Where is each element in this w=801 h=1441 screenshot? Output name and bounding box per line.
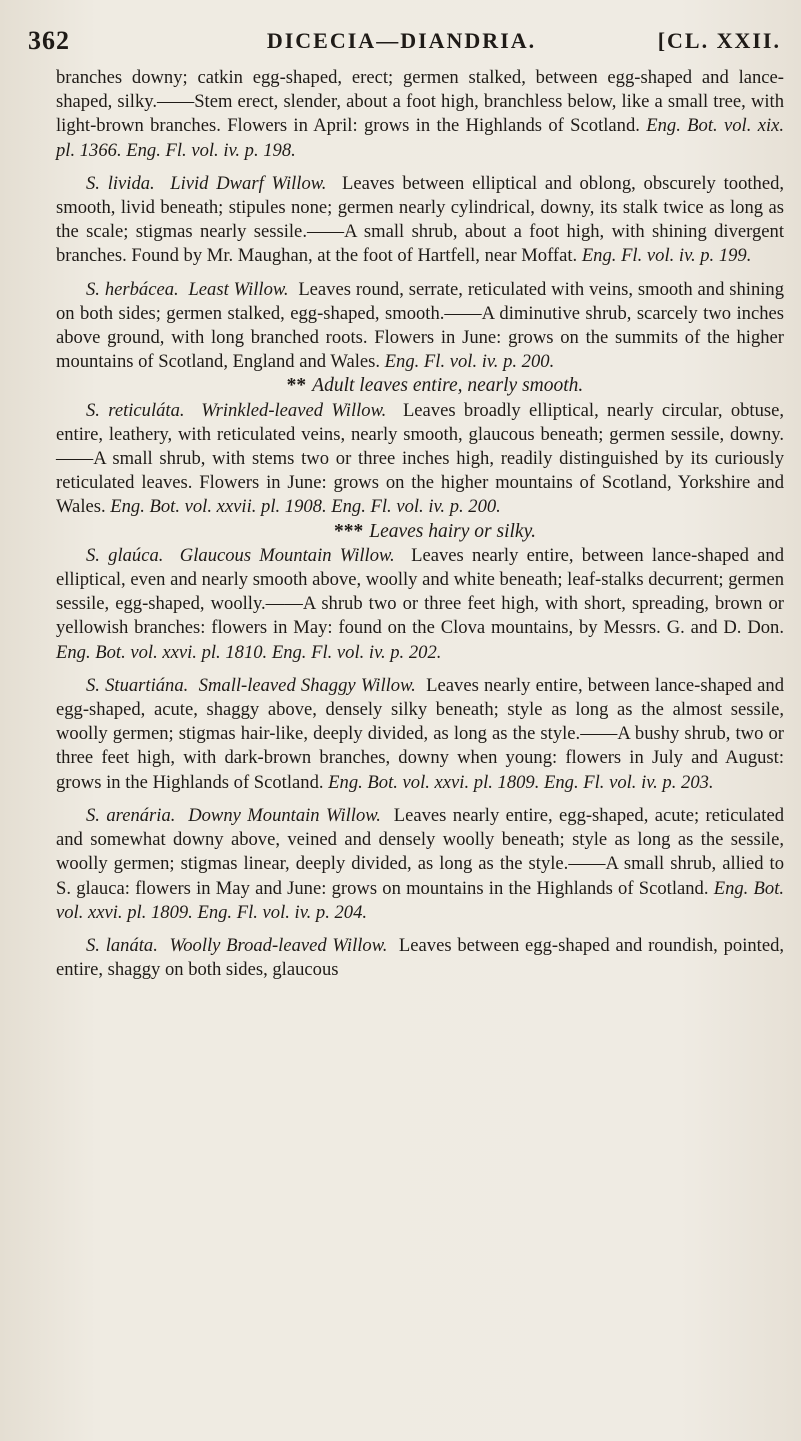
continuation-paragraph bbox=[56, 66, 784, 163]
species-entry-herbacea bbox=[56, 278, 784, 375]
chapter-reference: [CL. XXII. bbox=[657, 28, 781, 53]
species-common-name: Woolly Broad-leaved Willow. bbox=[169, 934, 388, 956]
species-reference: Eng. Fl. vol. iv. p. 200. bbox=[384, 351, 555, 373]
page-number: 362 bbox=[28, 26, 70, 55]
species-description: Leaves between egg-shaped and roundish, pointed, entire, shaggy on both sides, glaucous bbox=[56, 934, 785, 981]
species-common-name: Least Willow. bbox=[188, 278, 289, 300]
species-common-name: Downy Mountain Willow. bbox=[188, 804, 381, 826]
species-entry-reticulata bbox=[56, 399, 784, 520]
section-heading-hairy-leaves bbox=[56, 520, 784, 544]
species-reference: Eng. Bot. vol. xxvi. pl. 1810. Eng. Fl. vol. iv. p. 202. bbox=[56, 641, 442, 663]
species-description: Leaves nearly entire, between lance-shaped and egg-shaped, acute, shaggy above, densely silky beneath; style as long as the almost sessile, woolly germen; stigmas hair-like, deeply divided, as long as the style.——A bushy shrub, two or three feet high, with dark-brown branches, downy when young: flowers in July and August: grows in the Highlands of Scotland. bbox=[56, 674, 784, 793]
species-latin-name: S. lanáta. bbox=[86, 934, 158, 956]
species-common-name: Glaucous Mountain Willow. bbox=[179, 544, 395, 566]
species-latin-name: S. arenária. bbox=[86, 804, 176, 826]
section-stars: *** bbox=[333, 520, 364, 542]
species-latin-name: S. reticuláta. bbox=[86, 399, 185, 421]
species-description: Leaves broadly elliptical, nearly circular, obtuse, entire, leathery, with reticulated veins, nearly smooth, glaucous beneath; germen sessile, downy.——A small shrub, with stems two or three inches high, readily distinguished by its curiously reticulated leaves. Flowers in June: grows on the higher mountains of Scotland, Yorkshire and Wales. bbox=[56, 399, 785, 518]
species-description: Leaves round, serrate, reticulated with veins, smooth and shining on both sides; germen stalked, egg-shaped, smooth.——A diminutive shrub, scarcely two inches above ground, with long branched roots. Flowers in June: grows on the summits of the higher mountains of Scotland, England and Wales. bbox=[56, 278, 785, 373]
continuation-reference: Eng. Bot. vol. xix. pl. 1366. Eng. Fl. vol. iv. p. 198. bbox=[56, 115, 785, 161]
species-common-name: Small-leaved Shaggy Willow. bbox=[198, 674, 416, 696]
running-head: DICECIA—DIANDRIA. bbox=[266, 28, 537, 53]
page-header bbox=[22, 26, 781, 56]
species-reference: Eng. Bot. vol. xxvi. pl. 1809. Eng. Fl. vol. iv. p. 204. bbox=[56, 877, 785, 923]
section-stars: ** bbox=[286, 375, 307, 397]
species-latin-name: S. Stuartiána. bbox=[86, 674, 189, 696]
species-latin-name: S. herbácea. bbox=[86, 278, 179, 300]
species-description: Leaves nearly entire, egg-shaped, acute; reticulated and somewhat downy above, veined and densely woolly beneath; style as long as the sessile, woolly germen; stigmas linear, deeply divided, as long as the style.——A small shrub, allied to S. glauca: flowers in May and June: grows on mountains in the Highlands of Scotland. bbox=[56, 804, 784, 899]
page-body bbox=[56, 66, 784, 982]
species-reference: Eng. Fl. vol. iv. p. 199. bbox=[581, 245, 752, 267]
species-entry-lanata bbox=[56, 934, 784, 982]
species-entry-livida bbox=[56, 172, 784, 269]
species-latin-name: S. livida. bbox=[86, 172, 155, 194]
species-reference: Eng. Bot. vol. xxvi. pl. 1809. Eng. Fl. vol. iv. p. 203. bbox=[328, 771, 714, 793]
continuation-text: branches downy; catkin egg-shaped, erect; germen stalked, between egg-shaped and lance-shaped, silky.——Stem erect, slender, about a foot high, branchless below, like a small tree, with light-brown branches. Flowers in April: grows in the Highlands of Scotland. bbox=[56, 67, 784, 137]
section-label: Adult leaves entire, nearly smooth. bbox=[312, 375, 584, 397]
section-label: Leaves hairy or silky. bbox=[369, 520, 537, 542]
species-latin-name: S. glaúca. bbox=[86, 544, 164, 566]
section-heading-adult-leaves bbox=[56, 374, 784, 398]
species-description: Leaves nearly entire, between lance-shaped and elliptical, even and nearly smooth above, woolly and white beneath; leaf-stalks decurrent; germen sessile, egg-shaped, woolly.——A shrub two or three feet high, with short, spreading, brown or yellowish branches: flowers in May: found on the Clova mountains, by Messrs. G. and D. Don. bbox=[56, 544, 784, 639]
species-entry-glauca bbox=[56, 544, 784, 665]
species-common-name: Livid Dwarf Willow. bbox=[170, 172, 327, 194]
species-description: Leaves between elliptical and oblong, obscurely toothed, smooth, livid beneath; stipules none; germen nearly cylindrical, downy, its stalk twice as long as the scale; stigmas nearly sessile.——A small shrub, about a foot high, with shining divergent branches. Found by Mr. Maughan, at the foot of Hartfell, near Moffat. bbox=[56, 172, 785, 267]
species-reference: Eng. Bot. vol. xxvii. pl. 1908. Eng. Fl. vol. iv. p. 200. bbox=[110, 496, 501, 518]
species-common-name: Wrinkled-leaved Willow. bbox=[201, 399, 387, 421]
species-entry-stuartiana bbox=[56, 674, 784, 795]
species-entry-arenaria bbox=[56, 804, 784, 925]
